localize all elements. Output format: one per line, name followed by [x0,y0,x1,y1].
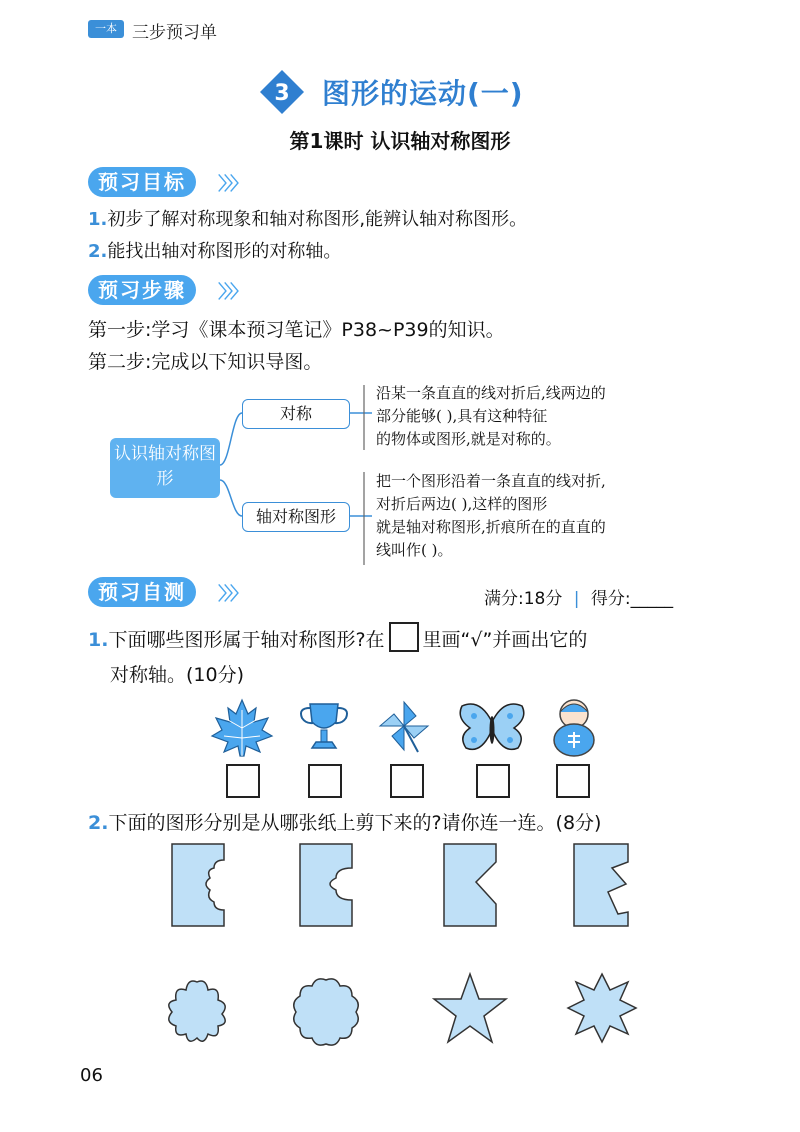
mindmap-node1-line: 沿某一条直直的线对折后,线两边的 [376,384,606,402]
q2-text: 下面的图形分别是从哪张纸上剪下来的?请你连一连。(8分) [108,812,602,834]
answer-box-trophy[interactable] [308,764,342,798]
score-area [484,584,673,609]
q1-inline-box [389,622,419,652]
answer-box-leaf[interactable] [226,764,260,798]
brand-logo: 一本 [88,20,124,38]
goal-2 [88,237,341,263]
goal-2-num: 2. [88,241,108,262]
mindmap-node1-line: 部分能够( ),具有这种特征 [376,407,548,425]
page-number: 06 [80,1065,103,1086]
question-1 [88,622,728,652]
q2-num: 2. [88,812,109,834]
trophy-icon [296,698,352,754]
mindmap-node2-line: 把一个图形沿着一条直直的线对折, [376,472,606,490]
selftest-section-label: 预习自测 [88,577,196,607]
selftest-arrows-icon: 〉〉〉 [218,584,245,605]
flower-shape-1[interactable] [162,976,232,1046]
goal-1-num: 1. [88,209,108,230]
mindmap-node1-line: 的物体或图形,就是对称的。 [376,430,561,448]
q1-text-b: 里画“√”并画出它的 [422,629,588,651]
brand-name: 三步预习单 [132,23,217,43]
mindmap-node2-text [376,470,706,562]
step-2: 第二步:完成以下知识导图。 [88,351,323,373]
mindmap-node-symmetry: 对称 [242,399,350,429]
paper-piece-2[interactable] [296,842,356,928]
goals-section-label: 预习目标 [88,167,196,197]
mindmap-node1-text [376,382,706,451]
answer-box-doll[interactable] [556,764,590,798]
doll-icon [548,696,600,758]
flower-shape-2[interactable] [290,976,362,1048]
mindmap-node-axial: 轴对称图形 [242,502,350,532]
maple-leaf-icon [210,698,274,758]
mindmap-node2-line: 对折后两边( ),这样的图形 [376,495,548,513]
star-shape[interactable] [432,972,508,1044]
paper-piece-1[interactable] [168,842,228,928]
paper-piece-4[interactable] [570,842,634,928]
q1-num: 1. [88,629,109,651]
score-divider: | [573,589,580,609]
mindmap-node2-line: 线叫作( )。 [376,541,453,559]
eight-point-star-shape[interactable] [566,972,638,1044]
q1-text-c: 对称轴。(10分) [110,664,245,686]
steps-arrows-icon: 〉〉〉 [218,282,245,303]
chapter-number-badge [258,68,306,116]
goals-arrows-icon: 〉〉〉 [218,174,245,195]
chapter-title: 图形的运动(一) [322,77,524,110]
answer-box-butterfly[interactable] [476,764,510,798]
butterfly-icon [456,700,528,756]
pinwheel-icon [376,698,432,754]
step-1: 第一步:学习《课本预习笔记》P38~P39的知识。 [88,319,505,341]
full-score: 满分:18分 [484,589,563,609]
paper-piece-3[interactable] [440,842,500,928]
got-score: 得分:_____ [590,589,674,609]
mindmap-node2-line: 就是轴对称图形,折痕所在的直直的 [376,518,606,536]
mindmap-root: 认识轴对称图形 [110,438,220,498]
goal-1 [88,205,527,231]
goal-1-text: 初步了解对称现象和轴对称图形,能辨认轴对称图形。 [107,209,528,230]
lesson-title: 第1课时 认识轴对称图形 [289,129,511,153]
q1-text-a: 下面哪些图形属于轴对称图形?在 [108,629,385,651]
goal-2-text: 能找出轴对称图形的对称轴。 [107,241,342,262]
steps-section-label: 预习步骤 [88,275,196,305]
chapter-number: 3 [274,81,290,106]
answer-box-pinwheel[interactable] [390,764,424,798]
question-2 [88,808,601,835]
